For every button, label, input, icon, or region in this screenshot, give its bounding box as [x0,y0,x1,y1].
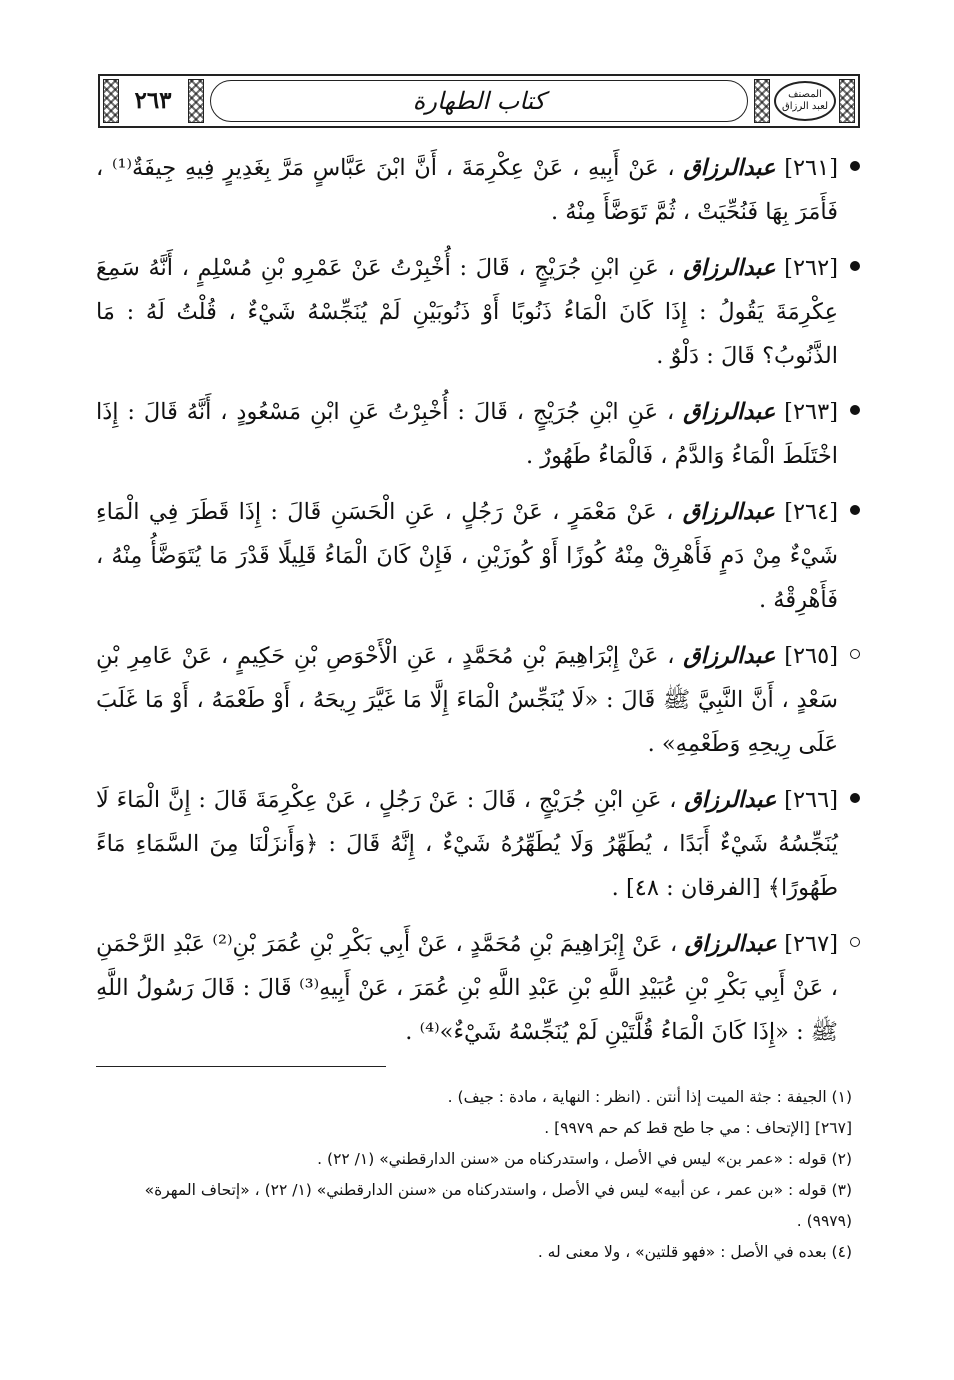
narrator-name: عبدالرزاق [683,155,776,181]
hadith-text: ، عَنْ مَعْمَرٍ ، عَنْ رَجُلٍ ، عَنِ الْحَسَنِ قَالَ : إِذَا قَطَرَ فِي الْمَاءِ شَيْءٌ مِنْ دَمٍ فَأَهْرِقْ مِنْهُ كُوزًا أَوْ كُوزَيْنِ ، فَإِنْ كَانَ الْمَاءُ قَلِيلًا قَدْرَ مَا يُتَوَضَّأُ مِنْهُ ، فَأَهْرِقْهُ . [96,499,838,613]
logo-line-1: المصنف [788,89,822,100]
footnote-1: (١) الجيفة : جثة الميت إذا أنتن . (انظر : النهاية ، مادة : جيف) . [447,1088,852,1106]
book-logo [774,81,836,121]
main-text [96,146,860,1066]
hadith-265 [96,634,860,766]
footnote-3: (٣) قوله : «بن عمر ، عن أبيه» ليس في الأصل ، واستدركناه من «سنن الدارقطني» (١/ ٢٢) ، «إتحاف المهرة» (٩٩٧٩) . [144,1181,852,1230]
filled-dot-marker [850,793,860,803]
hadith-text: ، عَنِ ابْنِ جُرَيْجٍ ، قَالَ : أُخْبِرْتُ عَنِ ابْنِ مَسْعُودٍ ، أَنَّهُ قَالَ : إِذَا اخْتَلَطَ الْمَاءُ وَالدَّمُ ، فَالْمَاءُ طَهُورٌ . [96,399,838,469]
page-number: ٢٦٣ [134,87,172,114]
footnote-ithaf: [٢٦٧] [الإتحاف : مي جا طح قط كم حم ٩٩٧٩] . [544,1119,852,1137]
chapter-title: كتاب الطهارة [210,80,748,122]
hadith-264 [96,490,860,622]
ornament-right-outer [839,79,855,123]
narrator-name: عبدالرزاق [684,931,777,957]
hadith-number: [٢٦٧] [784,931,839,957]
narrator-name: عبدالرزاق [682,499,775,525]
hadith-number: [٢٦٤] [784,499,839,525]
page-header [98,74,860,128]
hadith-number: [٢٦٣] [784,399,838,425]
footnote-2: (٢) قوله : «عمر بن» ليس في الأصل ، واستدركناه من «سنن الدارقطني» (١/ ٢٢) . [317,1150,852,1168]
narrator-name: عبدالرزاق [683,399,776,425]
hollow-circle-marker [850,937,860,947]
footnotes [96,1082,860,1268]
hadith-261 [96,146,860,234]
filled-dot-marker [850,505,860,515]
hadith-text: ، عَنِ ابْنِ جُرَيْجٍ ، قَالَ : عَنْ رَجُلٍ ، عَنْ عِكْرِمَةَ قَالَ : إِنَّ الْمَاءَ لَا يُنَجِّسُهُ شَيْءٌ أَبَدًا ، يُطَهِّرُ وَلَا يُطَهِّرُهُ شَيْءٌ ، إِنَّهُ قَالَ : ﴿وَأَنزَلْنَا مِنَ السَّمَاءِ مَاءً طَهُورًا﴾ [الفرقان : ٤٨] . [96,787,838,901]
hadith-262 [96,246,860,378]
ornament-left-inner [188,79,204,123]
hadith-text: ، عَنِ ابْنِ جُرَيْجٍ ، قَالَ : أُخْبِرْتُ عَنْ عَمْرِو بْنِ مُسْلِمٍ ، أَنَّهُ سَمِعَ عِكْرِمَةَ يَقُولُ : إِذَا كَانَ الْمَاءُ ذَنُوبًا أَوْ ذَنُوبَيْنِ لَمْ يُنَجِّسْهُ شَيْءٌ ، قُلْتُ لَهُ : مَا الذَّنُوبُ؟ قَالَ : دَلْوٌ . [96,255,838,369]
narrator-name: عبدالرزاق [684,787,777,813]
logo-line-2: لعبد الرزاق [781,101,829,112]
hadith-text: ، عَنْ أَبِيهِ ، عَنْ عِكْرِمَةَ ، أَنَّ ابْنَ عَبَّاسٍ مَرَّ بِغَدِيرٍ فِيهِ جِيفَةٌ⁽¹⁾ ، فَأَمَرَ بِهَا فَنُحِّيَتْ ، ثُمَّ تَوَضَّأَ مِنْهُ . [96,155,838,225]
hadith-263 [96,390,860,478]
hadith-267 [96,922,860,1054]
filled-dot-marker [850,405,860,415]
hadith-266 [96,778,860,910]
narrator-name: عبدالرزاق [683,255,776,281]
hadith-number: [٢٦٢] [784,255,838,281]
hadith-text: ، عَنْ إِبْرَاهِيمَ بْنِ مُحَمَّدٍ ، عَنْ أَبِي بَكْرِ بْنِ عُمَرَ بْنِ⁽²⁾ عَبْدِ الرَّحْمَنِ ، عَنْ أَبِي بَكْرِ بْنِ عُبَيْدِ اللَّهِ بْنِ عَبْدِ اللَّهِ بْنِ عُمَرَ ، عَنْ أَبِيهِ⁽³⁾ قَالَ : قَالَ رَسُولُ اللَّهِ ﷺ : «إِذَا كَانَ الْمَاءُ قُلَّتَيْنِ لَمْ يُنَجِّسْهُ شَيْءٌ»⁽⁴⁾ . [96,931,838,1045]
hadith-number: [٢٦٦] [784,787,838,813]
narrator-name: عبدالرزاق [683,643,776,669]
footnote-4: (٤) بعده في الأصل : «فهو قلتين» ، ولا معنى له . [537,1243,852,1261]
hadith-number: [٢٦٥] [784,643,839,669]
ornament-left-outer [103,79,119,123]
hadith-text: ، عَنْ إِبْرَاهِيمَ بْنِ مُحَمَّدٍ ، عَنِ الْأَحْوَصِ بْنِ حَكِيمٍ ، عَنْ عَامِرِ بْنِ سَعْدٍ ، أَنَّ النَّبِيَّ ﷺ قَالَ : «لَا يُنَجِّسُ الْمَاءَ إِلَّا مَا غَيَّرَ رِيحَهُ ، أَوْ طَعْمَهُ ، أَوْ مَا غَلَبَ عَلَى رِيحِهِ وَطَعْمِهِ» . [96,643,838,757]
ornament-right-inner [754,79,770,123]
footnote-separator [96,1066,386,1067]
hollow-circle-marker [850,649,860,659]
filled-dot-marker [850,261,860,271]
filled-dot-marker [850,161,860,171]
hadith-number: [٢٦١] [784,155,839,181]
